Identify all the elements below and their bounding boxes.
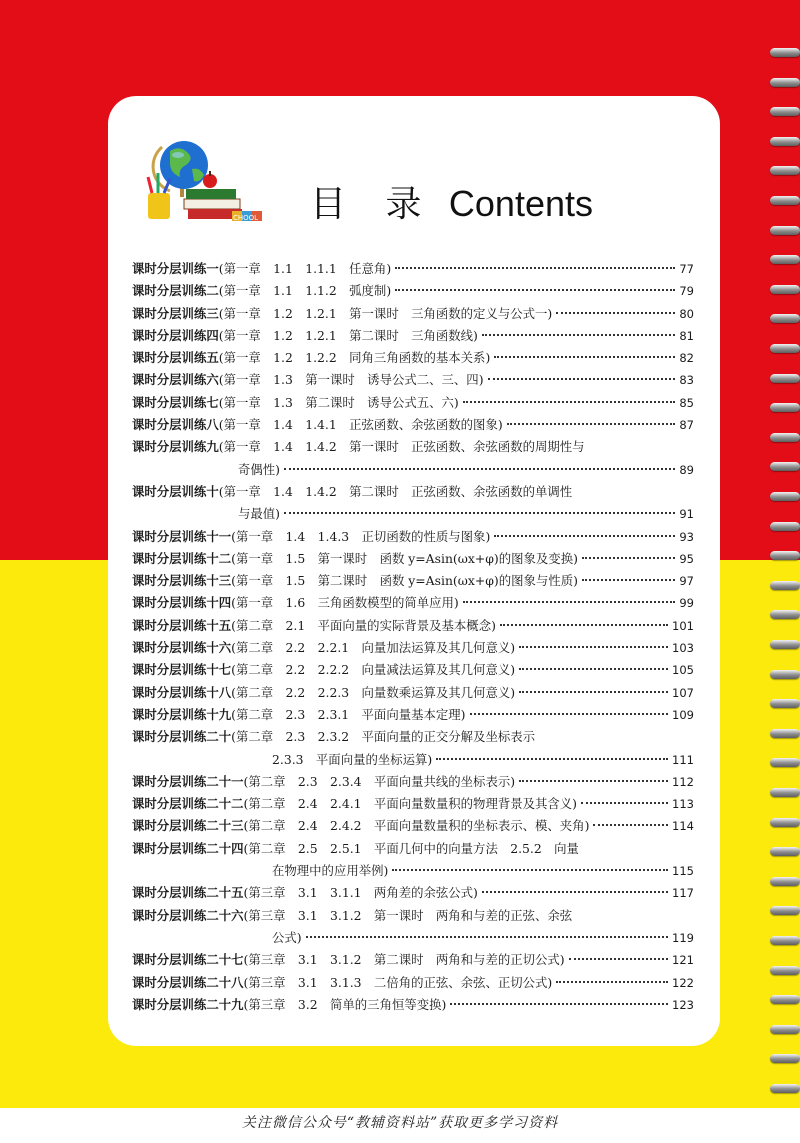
binding-ring [770,758,800,767]
toc-leader-dots [582,579,675,581]
toc-entry-text: (第二章 2.4 2.4.1 平面向量数量积的物理背景及其含义) [243,796,578,812]
toc-entry-label: 课时分层训练一 [132,261,219,276]
toc-entry-label: 课时分层训练二十 [132,729,232,745]
toc-leader-dots [395,267,675,269]
toc-leader-dots [507,423,676,425]
toc-entry-label: 课时分层训练二 [132,283,219,299]
toc-entry-text: (第二章 2.1 平面向量的实际背景及基本概念) [231,617,496,633]
toc-page-number: 123 [672,997,694,1012]
toc-entry[interactable] [132,548,694,570]
binding-ring [770,344,800,353]
binding-ring [770,670,800,679]
binding-ring [770,966,800,975]
toc-entry[interactable] [132,481,694,526]
toc-entry-text: (第一章 1.1 1.1.1 任意角) [218,261,392,276]
binding-ring [770,729,800,738]
toc-leader-dots [284,468,675,470]
toc-entry-text: (第二章 2.4 2.4.2 平面向量数量积的坐标表示、模、夹角) [243,818,590,834]
toc-leader-dots [463,601,676,603]
binding-ring [770,1054,800,1063]
toc-page-number: 77 [679,262,694,276]
toc-entry-text: (第一章 1.3 第一课时 诱导公式二、三、四) [218,372,484,388]
toc-page-number: 85 [679,395,694,410]
toc-page-number: 89 [679,462,694,477]
toc-leader-dots [556,981,668,983]
toc-entry[interactable] [132,414,694,436]
toc-entry[interactable] [132,949,694,971]
binding-ring [770,1025,800,1034]
toc-page-number: 95 [679,551,694,566]
toc-entry-text: (第一章 1.4 1.4.1 正弦函数、余弦函数的图象) [218,417,503,433]
toc-entry-label: 课时分层训练七 [132,394,219,410]
toc-entry[interactable] [132,682,694,704]
toc-leader-dots [569,958,668,960]
binding-ring [770,374,800,383]
toc-page-number: 93 [679,529,694,544]
toc-entry-continuation: 奇偶性) [238,461,281,477]
toc-entry-label: 课时分层训练四 [132,327,219,343]
toc-page-number: 119 [672,930,694,945]
toc-entry[interactable] [132,726,694,771]
toc-leader-dots [593,824,668,826]
toc-leader-dots [519,668,668,670]
toc-entry-label: 课时分层训练二十六 [132,907,244,923]
toc-entry-label: 课时分层训练十五 [132,617,232,633]
binding-ring [770,551,800,560]
toc-entry-label: 课时分层训练十三 [132,573,232,589]
binding-ring [770,699,800,708]
spiral-binding [764,40,800,1100]
toc-leader-dots [494,356,675,358]
toc-entry-text: (第一章 1.5 第一课时 函数 y=Asin(ωx+φ)的图象及变换) [231,550,578,566]
binding-ring [770,285,800,294]
toc-entry-label: 课时分层训练十九 [132,706,232,722]
toc-entry-text: (第二章 2.2 2.2.2 向量减法运算及其几何意义) [231,662,516,678]
toc-entry[interactable] [132,972,694,994]
toc-page-number: 121 [672,953,694,968]
binding-ring [770,314,800,323]
toc-entry-label: 课时分层训练六 [132,372,219,388]
toc-entry-continuation: 公式) [272,929,302,945]
toc-entry-label: 课时分层训练二十四 [132,840,244,856]
binding-ring [770,255,800,264]
toc-leader-dots [500,624,668,626]
toc-page-number: 82 [679,351,694,366]
footer-note: 关注微信公众号“教辅资料站”获取更多学习资料 [241,1115,559,1131]
toc-entry[interactable] [132,592,694,614]
binding-ring [770,788,800,797]
binding-ring [770,610,800,619]
toc-entry-label: 课时分层训练二十一 [132,773,244,789]
toc-leader-dots [482,891,668,893]
toc-entry[interactable] [132,392,694,414]
toc-leader-dots [482,334,675,336]
title-cn: 目 录 [310,184,436,225]
toc-entry-text: (第二章 2.2 2.2.3 向量数乘运算及其几何意义) [231,684,516,700]
toc-entry[interactable] [132,771,694,793]
toc-entry-text: (第一章 1.4 1.4.2 第二课时 正弦函数、余弦函数的单调性 [218,483,573,499]
toc-page-number: 97 [679,574,694,589]
toc-entry[interactable] [132,303,694,325]
toc-leader-dots [392,869,668,871]
toc-entry[interactable] [132,838,694,883]
binding-ring [770,107,800,116]
toc-entry-label: 课时分层训练五 [132,350,219,366]
toc-entry-label: 课时分层训练八 [132,417,219,433]
toc-entry-label: 课时分层训练十六 [132,640,232,656]
binding-ring [770,433,800,442]
binding-ring [770,166,800,175]
toc-page-number: 105 [672,663,694,678]
toc-page-number: 113 [672,797,694,812]
toc-entry-text: (第一章 1.3 第二课时 诱导公式五、六) [218,394,459,410]
toc-leader-dots [494,535,675,537]
toc-entry-text: (第一章 1.4 1.4.3 正切函数的性质与图象) [231,528,491,544]
binding-ring [770,581,800,590]
toc-leader-dots [582,557,675,559]
toc-entry-text: (第三章 3.1 3.1.2 第二课时 两角和与差的正切公式) [243,952,565,968]
toc-entry-label: 课时分层训练二十五 [132,885,244,901]
binding-ring [770,936,800,945]
toc-page-number: 107 [672,685,694,700]
toc-page-number: 91 [679,507,694,522]
binding-ring [770,492,800,501]
toc-entry[interactable] [132,793,694,815]
toc-entry-text: (第三章 3.1 3.1.2 第一课时 两角和与差的正弦、余弦 [243,907,573,923]
toc-page-number: 81 [679,328,694,343]
binding-ring [770,226,800,235]
binding-ring [770,995,800,1004]
toc-entry-label: 课时分层训练二十七 [132,952,244,968]
binding-ring [770,877,800,886]
binding-ring [770,640,800,649]
toc-entry-text: (第一章 1.5 第二课时 函数 y=Asin(ωx+φ)的图象与性质) [231,573,578,589]
toc-page-number: 99 [679,596,694,611]
toc-entry[interactable] [132,815,694,837]
title-en: Contents [448,183,593,224]
toc-page-number: 112 [672,774,694,789]
toc-leader-dots [284,512,675,514]
toc-entry-text: (第二章 2.3 2.3.1 平面向量基本定理) [231,706,466,722]
toc-entry-text: (第三章 3.2 简单的三角恒等变换) [243,996,447,1012]
toc-entry-continuation: 2.3.3 平面向量的坐标运算) [272,751,433,767]
toc-leader-dots [581,802,668,804]
binding-ring [770,403,800,412]
toc-entry-label: 课时分层训练十一 [132,528,232,544]
toc-leader-dots [436,758,668,760]
toc-page-number: 103 [672,641,694,656]
toc-entry-text: (第一章 1.1 1.1.2 弧度制) [218,283,392,299]
toc-entry[interactable] [132,615,694,637]
toc-leader-dots [395,289,675,291]
toc-leader-dots [470,713,669,715]
binding-ring [770,462,800,471]
toc-leader-dots [519,646,668,648]
toc-page-number: 114 [672,819,694,834]
toc-page-number: 87 [679,418,694,433]
toc-entry-continuation: 与最值) [238,506,281,522]
toc-entry[interactable] [132,526,694,548]
toc-entry-text: (第一章 1.2 1.2.2 同角三角函数的基本关系) [218,350,491,366]
toc-entry[interactable] [132,280,694,302]
toc-entry-continuation: 在物理中的应用举例) [272,863,389,879]
toc-entry-text: (第二章 2.3 2.3.4 平面向量共线的坐标表示) [243,773,516,789]
toc-entry-text: (第一章 1.4 1.4.2 第一课时 正弦函数、余弦函数的周期性与 [218,439,585,455]
toc-entry-label: 课时分层训练十七 [132,662,232,678]
toc-entry-text: (第二章 2.5 2.5.1 平面几何中的向量方法 2.5.2 向量 [243,840,579,856]
toc-entry[interactable] [132,436,694,481]
toc-entry-label: 课时分层训练二十三 [132,818,244,834]
toc-entry-text: (第三章 3.1 3.1.3 二倍角的正弦、余弦、正切公式) [243,974,553,990]
toc-entry-text: (第一章 1.2 1.2.1 第一课时 三角函数的定义与公式一) [218,305,553,321]
toc-entry-label: 课时分层训练三 [132,305,219,321]
binding-ring [770,137,800,146]
toc-page-number: 122 [672,975,694,990]
toc-entry-text: (第二章 2.2 2.2.1 向量加法运算及其几何意义) [231,640,516,656]
binding-ring [770,1084,800,1093]
table-of-contents [132,258,694,1016]
toc-leader-dots [519,780,668,782]
globe-books-icon [140,133,266,225]
toc-page-number: 79 [679,284,694,299]
toc-entry-label: 课时分层训练二十八 [132,974,244,990]
toc-entry[interactable] [132,882,694,904]
toc-entry-label: 课时分层训练十八 [132,684,232,700]
binding-ring [770,48,800,57]
toc-entry[interactable] [132,637,694,659]
toc-entry[interactable] [132,570,694,592]
binding-ring [770,196,800,205]
binding-ring [770,78,800,87]
toc-entry-label: 课时分层训练二十九 [132,996,244,1012]
toc-leader-dots [488,378,676,380]
toc-entry[interactable] [132,994,694,1016]
svg-text:CHOOL: CHOOL [233,214,259,222]
toc-entry-text: (第一章 1.2 1.2.1 第二课时 三角函数线) [218,327,478,343]
toc-page-number: 111 [672,752,694,767]
binding-ring [770,818,800,827]
toc-entry[interactable] [132,347,694,369]
toc-page-number: 117 [672,886,694,901]
toc-entry[interactable] [132,325,694,347]
toc-entry-text: (第二章 2.3 2.3.2 平面向量的正交分解及坐标表示 [231,729,536,745]
toc-page-number: 83 [679,373,694,388]
toc-entry-label: 课时分层训练十二 [132,550,232,566]
toc-entry-label: 课时分层训练十四 [132,595,232,611]
toc-entry[interactable] [132,704,694,726]
toc-entry-label: 课时分层训练二十二 [132,796,244,812]
toc-leader-dots [556,312,675,314]
toc-entry-text: (第一章 1.6 三角函数模型的简单应用) [231,595,459,611]
toc-page-number: 115 [672,864,694,879]
toc-entry[interactable] [132,369,694,391]
toc-entry-text: (第三章 3.1 3.1.1 两角差的余弦公式) [243,885,478,901]
toc-leader-dots [463,401,676,403]
toc-entry[interactable] [132,258,694,280]
binding-ring [770,522,800,531]
toc-leader-dots [450,1003,668,1005]
toc-leader-dots [306,936,668,938]
toc-entry[interactable] [132,905,694,950]
toc-page-number: 101 [672,618,694,633]
toc-leader-dots [519,691,668,693]
toc-entry-label: 课时分层训练九 [132,439,219,455]
binding-ring [770,906,800,915]
toc-page-number: 80 [679,306,694,321]
binding-ring [770,847,800,856]
toc-page-number: 109 [672,707,694,722]
page-title [310,176,593,226]
toc-entry[interactable] [132,659,694,681]
toc-entry-label: 课时分层训练十 [132,483,219,499]
